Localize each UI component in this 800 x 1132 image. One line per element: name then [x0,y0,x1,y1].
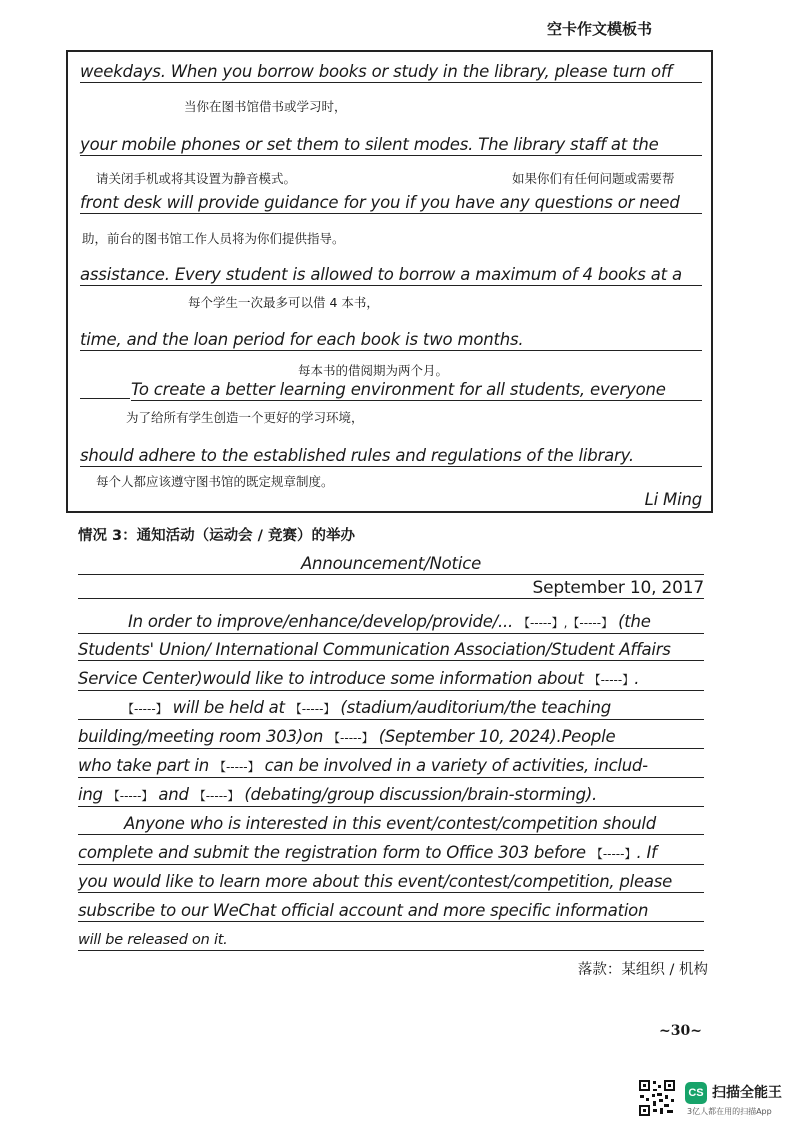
letter-translation-1: 当你在图书馆借书或学习时， [184,99,347,114]
blank-placeholder: 【-----】 [590,847,637,861]
notice-line-12: will be released on it. [78,930,704,951]
notice-line-6 [78,756,704,778]
notice-line-5 [78,727,704,749]
notice-text: ing [78,785,103,804]
notice-text: (debating/group discussion/brain-storming). [244,785,597,804]
letter-translation-6: 为了给所有学生创造一个更好的学习环境， [126,410,364,425]
scanner-brand-name: 扫描全能王 [712,1085,782,1101]
scanner-tagline: 3亿人都在用的扫描App [687,1107,772,1116]
letter-translation-7: 每个人都应该遵守图书馆的既定规章制度。 [96,474,334,489]
notice-text: Service Center)would like to introduce some information about [78,669,584,688]
notice-text: can be involved in a variety of activities, includ- [264,756,648,775]
indent-line-6 [80,398,130,399]
notice-text: , [563,616,568,630]
page-header-title: 空卡作文模板书 [546,20,652,38]
notice-line-9 [78,843,704,865]
notice-text: (September 10, 2024).People [378,727,616,746]
letter-line-2: your mobile phones or set them to silent modes. The library staff at the [80,135,702,156]
letter-line-3: front desk will provide guidance for you if you have any questions or need [80,193,702,214]
notice-text: . [634,669,640,688]
letter-signoff: Li Ming [644,490,702,509]
blank-placeholder: 【-----】 [588,673,635,687]
blank-placeholder: 【-----】 [213,760,260,774]
notice-heading: Announcement/Notice [78,554,704,575]
blank-placeholder: 【-----】 [328,731,374,745]
notice-text: complete and submit the registration form to Office 303 before [78,843,586,862]
notice-line-3 [78,669,704,691]
notice-text: (the [618,612,651,631]
letter-line-4: assistance. Every student is allowed to borrow a maximum of 4 books at a [80,265,702,286]
qr-code-icon [638,1079,676,1117]
letter-translation-2b: 如果你们有任何问题或需要帮 [512,171,675,186]
notice-text: will be held at [172,698,285,717]
blank-placeholder: 【-----】 [289,702,336,716]
notice-text: . If [636,843,657,862]
notice-line-4 [78,698,704,720]
notice-date: September 10, 2017 [78,578,704,599]
blank-placeholder: 【-----】 [107,789,154,803]
notice-line-7 [78,785,704,807]
section-3-title: 情况 3：通知活动（运动会 / 竞赛）的举办 [78,528,356,544]
notice-line-2: Students' Union/ International Communication Association/Student Affairs [78,640,704,661]
notice-signature: 落款：某组织 / 机构 [577,962,708,978]
notice-text: who take part in [78,756,209,775]
letter-translation-2: 请关闭手机或将其设置为静音模式。 [96,171,297,186]
letter-line-1: weekdays. When you borrow books or study in the library, please turn off [80,62,702,83]
letter-translation-4: 每个学生一次最多可以借 4 本书， [188,295,379,310]
page-number: ~30~ [659,1023,702,1039]
notice-line-11: subscribe to our WeChat official account and more specific information [78,901,704,922]
notice-text: building/meeting room 303)on [78,727,324,746]
notice-text: and [158,785,189,804]
letter-line-5: time, and the loan period for each book is two months. [80,330,702,351]
notice-line-1 [78,612,704,634]
blank-placeholder: 【-----】 [122,702,168,716]
blank-placeholder: 【-----】 [567,616,614,630]
letter-translation-3: 助，前台的图书馆工作人员将为你们提供指导。 [82,231,345,246]
notice-text: (stadium/auditorium/the teaching [340,698,611,717]
notice-line-10: you would like to learn more about this event/contest/competition, please [78,872,704,893]
blank-placeholder: 【-----】 [193,789,240,803]
letter-line-7: should adhere to the established rules and regulations of the library. [80,446,702,467]
camscanner-logo-icon: CS [685,1082,707,1104]
letter-line-6: To create a better learning environment for all students, everyone [131,380,702,401]
notice-line-8: Anyone who is interested in this event/contest/competition should [78,814,704,835]
blank-placeholder: 【-----】 [517,616,564,630]
notice-text: In order to improve/enhance/develop/provide/... [128,612,513,631]
letter-translation-5: 每本书的借阅期为两个月。 [298,363,449,378]
